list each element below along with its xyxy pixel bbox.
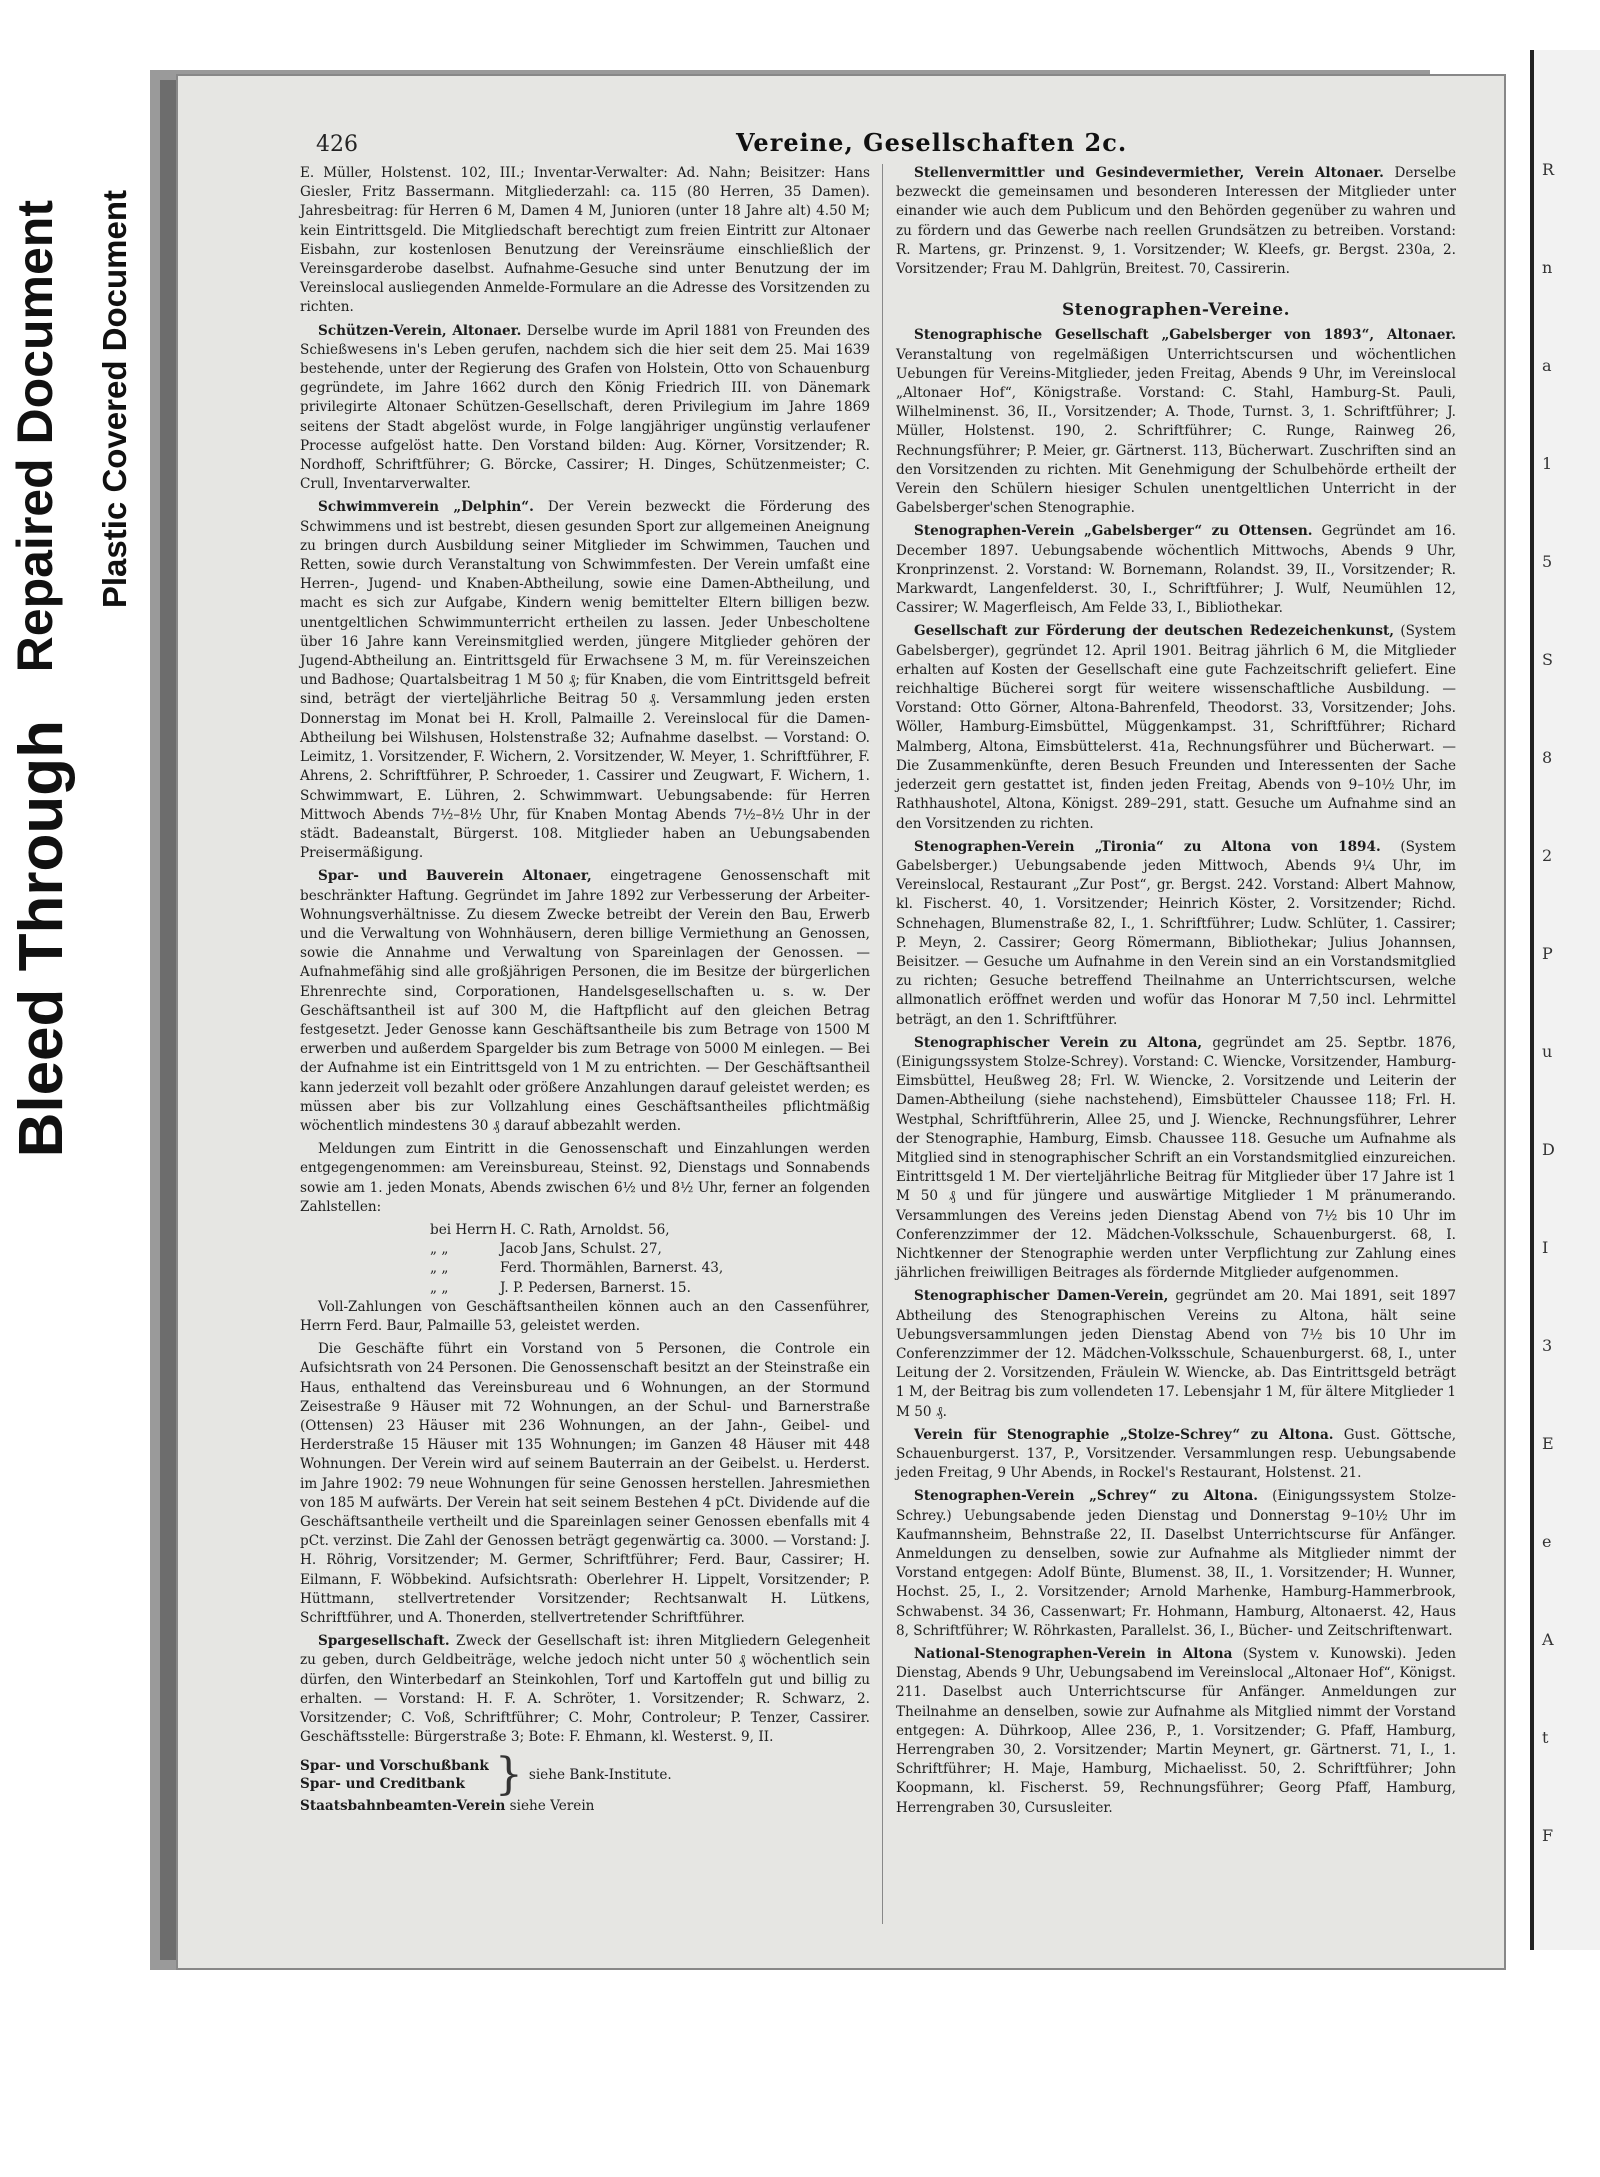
entry-stellenvermittler bbox=[896, 164, 1456, 279]
entry-text: (Einigungssystem Stolze-Schrey.) Uebungsabende jeden Dienstag und Donnerstag 9–10½ Uhr im Kaufmannsheim, Behnstraße 22, II. Daselbst Unterrichtscurse für Anfänger. Anmeldungen zu denselben, sowie zur Aufnahme als Mitglieder nimmt der Vorstand entgegen: Adolf Bünte, Blumenst. 38, II., 1. Vorsitzender; H. Wunner, Hochst. 25, I., 2. Vorsitzender; Arnold Marhenke, Hamburg-Hammerbrook, Schwabenst. 34 36, Cassenwart; Fr. Hohmann, Hamburg, Altonaerst. 42, Haus 8, Schriftführer; W. Röhrkasten, Parallelst. 36, I., Bücher- und Zeitschriftenwart. bbox=[896, 1488, 1456, 1639]
entry-text: Derselbe wurde im April 1881 von Freunden des Schießwesens in's Leben gerufen, nachdem sich die hier seit dem 25. Mai 1639 bestehende, unter der Regierung des Grafen von Holstein, Otto von Schauenburg gegründete, im Jahre 1662 durch den König Friedrich III. von Dänemark privilegirte Altonaer Schützen-Gesellschaft, deren Privilegium im Jahre 1869 seitens der Stadt abgelöst wurde, in Folge langjähriger ungünstig verlaufener Processe aufgelöst hatte. Den Vorstand bilden: Aug. Körner, Vorsitzender; R. Nordhoff, Schriftführer; G. Börcke, Cassirer; H. Dinges, Schützenmeister; C. Crull, Inventarverwalter. bbox=[300, 322, 870, 493]
side-label-repaired-document: Repaired Document bbox=[7, 200, 63, 673]
entry-text: Derselbe bezweckt die gemeinsamen und besonderen Interessen der Mitglieder unter einander wie auch dem Publicum und den Behörden gegenüber zu wahren und zu fördern und das Gewerbe nach reellen Grundsätzen zu betreiben. Vorstand: R. Martens, gr. Prinzenst. 9, 1. Vorsitzender; W. Kleefs, gr. Bergst. 230a, 2. Vorsitzender; Frau M. Dahlgrün, Breitest. 70, Cassirerin. bbox=[896, 165, 1456, 278]
edge-fragment: a bbox=[1542, 356, 1552, 375]
section-title: Stenographen-Vereine. bbox=[1061, 300, 1290, 321]
zahlstelle-name: Ferd. Thormählen, Barnerst. 43, bbox=[500, 1260, 724, 1277]
entry-lead: Schützen-Verein, Altonaer. bbox=[318, 322, 522, 339]
edge-fragment: R bbox=[1542, 160, 1555, 179]
zahlstellen-list bbox=[300, 1221, 870, 1298]
edge-fragment: 2 bbox=[1542, 846, 1553, 865]
zahlstelle-name: J. P. Pedersen, Barnerst. 15. bbox=[500, 1279, 691, 1296]
running-head: Vereine, Gesellschaften 2c. bbox=[736, 128, 1128, 157]
steno-entry bbox=[896, 1645, 1456, 1818]
intro-paragraph: E. Müller, Holstenst. 102, III.; Inventar-Verwalter: Ad. Nahn; Beisitzer: Hans Giesler, Fritz Bassermann. Mitgliederzahl: ca. 115 (80 Herren, 35 Damen). Jahresbeitrag: für Herren 6 M, Damen 4 M, Junioren (unter 18 Jahre alt) 4.50 M; kein Eintrittsgeld. Die Mitgliedschaft berechtigt zum freien Eintritt zur Altonaer Eisbahn, zur kostenlosen Benutzung der Vereinsräume einschließlich der Vereinsgarderobe daselbst. Aufnahme-Gesuche sind unter Benutzung der im Vereinslocal ausliegenden Anmelde-Formulare an die Adresse des Vorsitzenden zu richten. bbox=[300, 165, 870, 316]
entry-lead: Gesellschaft zur Förderung der deutschen Redezeichenkunst, bbox=[914, 623, 1394, 640]
steno-entry bbox=[896, 622, 1456, 833]
steno-entry bbox=[896, 1487, 1456, 1641]
entry-lead: Stenographen-Verein „Schrey“ zu Altona. bbox=[914, 1488, 1259, 1505]
geschaefte-paragraph: Die Geschäfte führt ein Vorstand von 5 Personen, die Controle ein Aufsichtsrath von 24 Personen. Die Genossenschaft besitzt an der Steinstraße ein Haus, enthaltend das Vereinsbureau und 6 Wohnungen, an der Stormund Zeisestraße 9 Häuser mit 72 Wohnungen, an der Schul- und Barnerstraße (Ottensen) 23 Häuser mit 236 Wohnungen, an der Jahn-, Geibel- und Herderstraße 15 Häuser mit 135 Wohnungen; im Ganzen 48 Häuser mit 448 Wohnungen. Der Verein wird auf seinem Bauterrain an der Geibelst. u. Herderst. im Jahre 1902: 79 neue Wohnungen für seine Genossen herstellen. Jahresmiethen von 185 M aufwärts. Der Verein hat seit seinem Bestehen 4 pCt. Dividende auf die Geschäftsantheile vertheilt und die Spareinlagen seiner Genossen ebenfalls mit 4 pCt. verzinst. Die Zahl der Genossen beträgt gegenwärtig ca. 3000. — Vorstand: J. H. Röhrig, Vorsitzender; M. Germer, Schriftführer; Ferd. Baur, Cassirer; H. Eilmann, F. Wöbbekind. Aufsichtsrath: Oberlehrer H. Lippelt, Vorsitzender; P. Hüttmann, stellvertretender Vorsitzender; Rechtsanwalt H. Lütkens, Schriftführer, und A. Thonerden, stellvertretender Schriftführer. bbox=[300, 1341, 870, 1627]
zahlstelle-prefix: „ „ bbox=[430, 1279, 449, 1296]
right-column bbox=[896, 164, 1456, 1822]
brace-glyph: } bbox=[494, 1749, 523, 1801]
entry-schuetzen bbox=[300, 322, 870, 495]
crossref-item: Spar- und Creditbank bbox=[300, 1776, 465, 1793]
column-rule bbox=[882, 164, 883, 1924]
side-label-plastic-covered: Plastic Covered Document bbox=[96, 190, 133, 609]
entry-text: Gust. Göttsche, Schauenburgerst. 137, P., Vorsitzender. Versammlungen resp. Uebungsabende jeden Freitag, 9 Uhr Abends, in Rockel's Restaurant, Holstenst. 21. bbox=[896, 1426, 1457, 1482]
entry-text: (System Gabelsberger.) Uebungsabende jeden Mittwoch, Abends 9¼ Uhr, im Vereinslocal, Restaurant „Zur Post“, gr. Bergst. 242. Vorstand: Albert Mahnow, kl. Fischerst. 40, 1. Vorsitzender; Heinrich Köster, 2. Vorsitzender; Richd. Schnehagen, Blumenstraße 82, I., 1. Schriftführer; Ludw. Schlüter, 1. Cassirer; P. Meyn, 2. Cassirer; Georg Römermann, Bibliothekar; Julius Johannsen, Beisitzer. — Gesuche um Aufnahme in den Verein sind an ein Vorstandsmitglied zu richten; Gesuche betreffend Theilnahme an Unterrichtscursen, welche allmonatlich eröffnet werden und wofür das Honorar M 7,50 incl. Lehrmittel beträgt, an den 1. Schriftführer. bbox=[896, 838, 1456, 1028]
bank-crossref bbox=[300, 1749, 870, 1801]
steno-entry bbox=[896, 838, 1456, 1030]
edge-fragment: E bbox=[1542, 1434, 1554, 1453]
entry-text: Zweck der Gesellschaft ist: ihren Mitgliedern Gelegenheit zu geben, durch Geldbeiträge, welche jedoch nicht unter 50 ₰ wöchentlich sein dürfen, den Winterbedarf an Steinkohlen, Torf und Kartoffeln gut und billig zu erhalten. — Vorstand: H. F. A. Schröter, 1. Vorsitzender; R. Schwarz, 2. Vorsitzender; C. Voß, Schriftführer; C. Mohr, Controleur; P. Tenzer, Cassirer. Geschäftsstelle: Bürgerstraße 3; Bote: F. Ehmann, kl. Westerst. 9, II. bbox=[300, 1633, 870, 1746]
entry-lead: Spar- und Bauverein Altonaer, bbox=[318, 868, 592, 885]
edge-fragment: 3 bbox=[1542, 1336, 1553, 1355]
entry-lead: Stenographische Gesellschaft „Gabelsberger von 1893“, Altonaer. bbox=[914, 327, 1456, 344]
stenographen-entries bbox=[896, 326, 1456, 1817]
entry-text: siehe Verein bbox=[509, 1798, 595, 1815]
entry-text: gegründet am 20. Mai 1891, seit 1897 Abtheilung des Stenographischen Vereins zu Altona, hält seine Uebungsversammlungen jeden Dienstag Abend von 7½ bis 10 Uhr im Conferenzzimmer der 12. Mädchen-Volksschule, Schauenburgerst. 68, I., unter Leitung der 2. Vorsitzenden, Fräulein W. Wiencke, ab. Das Eintrittsgeld beträgt 1 M, der Beitrag bis zum vollendeten 17. Lebensjahr 1 M, für ältere Mitglieder 1 M 50 ₰. bbox=[896, 1288, 1456, 1420]
edge-fragment: S bbox=[1542, 650, 1553, 669]
entry-lead: Stenographischer Verein zu Altona, bbox=[914, 1034, 1203, 1051]
page-number: 426 bbox=[316, 132, 358, 157]
edge-fragment: n bbox=[1542, 258, 1553, 277]
entry-lead: National-Stenographen-Verein in Altona bbox=[914, 1646, 1233, 1663]
crossref-note: siehe Bank-Institute. bbox=[528, 1766, 672, 1783]
steno-entry bbox=[896, 1426, 1456, 1484]
document-page bbox=[176, 74, 1506, 1970]
zahlstelle-row bbox=[430, 1221, 870, 1240]
zahlstelle-name: Jacob Jans, Schulst. 27, bbox=[500, 1241, 662, 1258]
zahlstelle-prefix: bei Herrn bbox=[430, 1221, 498, 1238]
entry-lead: Spargesellschaft. bbox=[318, 1633, 450, 1650]
meldungen-paragraph: Meldungen zum Eintritt in die Genossenschaft und Einzahlungen werden entgegengenommen: am Vereinsbureau, Steinst. 92, Dienstags und Sonnabends sowie am 1. jeden Monats, Abends zwischen 6½ und 8½ Uhr, ferner an folgenden Zahlstellen: bbox=[300, 1141, 870, 1215]
entry-schwimm bbox=[300, 498, 870, 863]
entry-lead: Stellenvermittler und Gesindevermiether, Verein Altonaer. bbox=[914, 165, 1384, 181]
zahlstelle-prefix: „ „ bbox=[430, 1241, 449, 1258]
steno-entry bbox=[896, 326, 1456, 518]
zahlstelle-prefix: „ „ bbox=[430, 1260, 449, 1277]
voll-zahlungen-paragraph: Voll-Zahlungen von Geschäftsantheilen können auch an den Cassenführer, Herrn Ferd. Baur, Palmaille 53, geleistet werden. bbox=[300, 1298, 870, 1334]
edge-fragment: 1 bbox=[1542, 454, 1553, 473]
zahlstelle-row bbox=[430, 1279, 870, 1298]
entry-lead: Stenographen-Verein „Gabelsberger“ zu Ottensen. bbox=[914, 523, 1313, 540]
edge-fragment: t bbox=[1542, 1728, 1549, 1747]
edge-fragment: F bbox=[1542, 1826, 1554, 1845]
entry-text: (System v. Kunowski). Jeden Dienstag, Abends 9 Uhr, Uebungsabend im Vereinslocal „Altonaer Hof“, Königst. 211. Daselbst auch Unterrichtscurse für Anfänger. Anmeldungen zur Theilnahme an denselben, sowie zur Aufnahme als Mitglied nimmt der Vorstand entgegen: A. Dührkoop, Allee 236, P., 1. Vorsitzender; G. Pfaff, Hamburg, Herrengraben 30, 2. Vorsitzender; Martin Meynert, gr. Gärtnerst. 71, I., 1. Schriftführer; H. Maje, Hamburg, Michaelisst. 50, 2. Schriftführer; John Koopmann, kl. Fischerst. 59, Rechnungsführer; Georg Pfaff, Hamburg, Herrengraben 30, Cursusleiter. bbox=[896, 1646, 1456, 1816]
entry-text: Veranstaltung von regelmäßigen Unterrichtscursen und wöchentlichen Uebungen für Vereins-Mitglieder, jeden Freitag, Abends 9 Uhr, im Vereinslocal „Altonaer Hof“, Königstraße. Vorstand: C. Stahl, Hamburg-St. Pauli, Wilhelminenst. 36, II., Vorsitzender; A. Thode, Turnst. 3, 1. Schriftführer; J. Müller, Holstenst. 190, 2. Schriftführer; C. Runge, Rainweg 26, Rechnungsführer; P. Meier, gr. Gärtnerst. 113, Bücherwart. Zuschriften sind an den Vorsitzenden zu richten. Mit Genehmigung der Schulbehörde ertheilt der Verein den Schülern hiesiger Schulen unentgeltlichen Unterricht in der Gabelsberger'schen Stenographie. bbox=[896, 346, 1456, 517]
zahlstelle-row bbox=[430, 1259, 870, 1278]
entry-lead: Stenographischer Damen-Verein, bbox=[914, 1288, 1169, 1305]
entry-spargesellschaft bbox=[300, 1632, 870, 1747]
entry-lead: Stenographen-Verein „Tironia“ zu Altona von 1894. bbox=[914, 838, 1381, 855]
entry-text: gegründet am 25. Septbr. 1876, (Einigungssystem Stolze-Schrey). Vorstand: C. Wiencke, Vorsitzender, Hamburg-Eimsbüttel, Heußweg 28; Frl. W. Wiencke, 2. Vorsitzende und Leiterin der Damen-Abtheilung (siehe nachstehend), Eimsbütteler Chaussee 118; Frl. H. Westphal, Schriftführerin, Allee 25, und J. Wiencke, Rechnungsführer, Lehrer der Stenographie, Hamburg, Eimsb. Chaussee 118. Gesuche um Aufnahme als Mitglied sind in stenographischer Schrift an ein Vorstandsmitglied einzureichen. Eintrittsgeld 1 M. Der vierteljährliche Beitrag für Mitglieder über 17 Jahre ist 1 M 50 ₰ und für jüngere und auswärtige Mitglieder 1 M pränumerando. Versammlungen des Vereins jeden Dienstag Abend von 7½ bis 10 Uhr im Conferenzzimmer der 12. Mädchen-Volksschule, Schauenburgerst. 68, I. Nichtkenner der Stenographie werden unter Verpflichtung zur Zahlung eines jährlichen freiwilligen Beitrages als fördernde Mitglieder aufgenommen. bbox=[896, 1034, 1457, 1282]
entry-text: Der Verein bezweckt die Förderung des Schwimmens und ist bestrebt, diesen gesunden Sport zur allgemeinen Aneignung zu bringen durch Ausbildung seiner Mitglieder im Schwimmen, Tauchen und Retten, sowie durch Veranstaltung von Schwimmfesten. Der Verein umfaßt eine Herren-, Jugend- und Knaben-Abtheilung, sowie eine Damen-Abtheilung, und macht es sich zur Aufgabe, Kindern wenig bemittelter Eltern billigen bezw. unentgeltlichen Schwimmunterricht ertheilen zu lassen. Jeder Unbescholtene über 16 Jahre kann Vereinsmitglied werden, jüngere Mitglieder gehören der Jugend-Abtheilung an. Eintrittsgeld für Erwachsene 3 M, m. für Vereinszeichen und Badhose; Quartalsbeitrag 1 M 50 ₰; für Knaben, die vom Eintrittsgeld befreit sind, beträgt der vierteljährliche Beitrag 50 ₰. Versammlung jeden ersten Donnerstag im Monat bei H. Kroll, Palmaille 2. Vereinslocal für die Damen-Abtheilung bei Wilshusen, Holstenstraße 32; Aufnahme daselbst. — Vorstand: O. Leimitz, 1. Vorsitzender, F. Wichern, 2. Vorsitzender, W. Meyer, 1. Schriftführer, F. Ahrens, 2. Schriftführer, P. Schroeder, 1. Cassirer und Zeugwart, F. Wichern, 1. Schwimmwart, E. Lühren, 2. Schwimmwart. Uebungsabende: für Herren Mittwoch Abends 7½–8½ Uhr, für Knaben Montag Abends 7½–8½ Uhr in der städt. Badeanstalt, Bürgerst. 108. Mitglieder haben an Uebungsabenden Preisermäßigung. bbox=[300, 499, 870, 862]
edge-fragment: P bbox=[1542, 944, 1553, 963]
entry-lead: Verein für Stenographie „Stolze-Schrey“ zu Altona. bbox=[914, 1426, 1334, 1443]
edge-fragment: u bbox=[1542, 1042, 1553, 1061]
entry-spar-bau bbox=[300, 867, 870, 1136]
edge-fragment: 5 bbox=[1542, 552, 1553, 571]
side-label-bleed-through: Bleed Through bbox=[7, 720, 76, 1158]
steno-entry bbox=[896, 1034, 1456, 1284]
entry-text: eingetragene Genossenschaft mit beschränkter Haftung. Gegründet im Jahre 1892 zur Verbesserung der Arbeiter-Wohnungsverhältnisse. Zu diesem Zwecke betreibt der Verein den Bau, Erwerb und die Verwaltung von Wohnhäusern, deren billige Vermiethung an Genossen, sowie die Annahme und Verwaltung von Spareinlagen der Genossen. — Aufnahmefähig sind alle großjährigen Personen, die im Besitze der bürgerlichen Ehrenrechte sind, Corporationen, Handelsgesellschaften u. s. w. Der Geschäftsantheil ist auf 300 M, die Haftpflicht auf den gleichen Betrag festgesetzt. Jeder Genosse kann Geschäftsantheile bis zum Betrage von 1500 M erwerben und außerdem Spargelder bis zum Betrage von 5000 M einlegen. — Bei der Aufnahme ist ein Eintrittsgeld von 1 M zu entrichten. — Der Geschäftsantheil kann jederzeit voll bezahlt oder größere Anzahlungen darauf geleistet werden; es müssen aber bis zur Vollzahlung eines Geschäftsantheiles pflichtmäßig wöchentlich mindestens 30 ₰ darauf abbezahlt werden. bbox=[300, 868, 871, 1134]
edge-fragment: I bbox=[1542, 1238, 1549, 1257]
edge-fragment: A bbox=[1542, 1630, 1554, 1649]
entry-text: Gegründet am 16. December 1897. Uebungsabende wöchentlich Mittwochs, Abends 9 Uhr, Kronprinzenst. 2. Vorstand: W. Bornemann, Rolandst. 39, II., Vorsitzender; R. Markwardt, Langenfelderst. 30, I., Schriftführer; J. Wulf, Neumühlen 12, Cassirer; W. Magerfleisch, Am Felde 33, I., Bibliothekar. bbox=[896, 523, 1456, 617]
crossref-item: Spar- und Vorschußbank bbox=[300, 1758, 489, 1775]
zahlstelle-name: H. C. Rath, Arnoldst. 56, bbox=[500, 1221, 670, 1238]
steno-entry bbox=[896, 522, 1456, 618]
edge-fragment: 8 bbox=[1542, 748, 1553, 767]
entry-text: (System Gabelsberger), gegründet 12. April 1901. Beitrag jährlich 6 M, die Mitglieder erhalten auf Kosten der Gesellschaft eine gute Fachzeitschrift geliefert. Eine reichhaltige Bücherei sorgt für weitere wissenschaftliche Ausbildung. — Vorstand: Otto Görner, Altona-Bahrenfeld, Theodorst. 33, Vorsitzender; Johs. Wöller, Hamburg-Eimsbüttel, Müggenkampst. 31, Schriftführer; Richard Malmberg, Altona, Eimsbüttelerst. 41a, Rechnungsführer und Bücherwart. — Die Zusammenkünfte, deren Besuch Freunden und Interessenten der Sache jederzeit gern gestattet ist, finden jeden Freitag, Abends von 9–10½ Uhr, im Rathhaushotel, Altona, Königst. 289–291, statt. Gesuche um Aufnahme sind an den Vorsitzenden zu richten. bbox=[896, 623, 1456, 832]
entry-staatsbahn bbox=[300, 1797, 870, 1816]
edge-fragment: D bbox=[1542, 1140, 1555, 1159]
entry-lead: Schwimmverein „Delphin“. bbox=[318, 499, 534, 516]
edge-fragment: e bbox=[1542, 1532, 1552, 1551]
steno-entry bbox=[896, 1287, 1456, 1421]
adjacent-page-edge bbox=[1530, 50, 1600, 1950]
entry-lead: Staatsbahnbeamten-Verein bbox=[300, 1798, 506, 1815]
zahlstelle-row bbox=[430, 1240, 870, 1259]
left-column bbox=[300, 164, 870, 1821]
